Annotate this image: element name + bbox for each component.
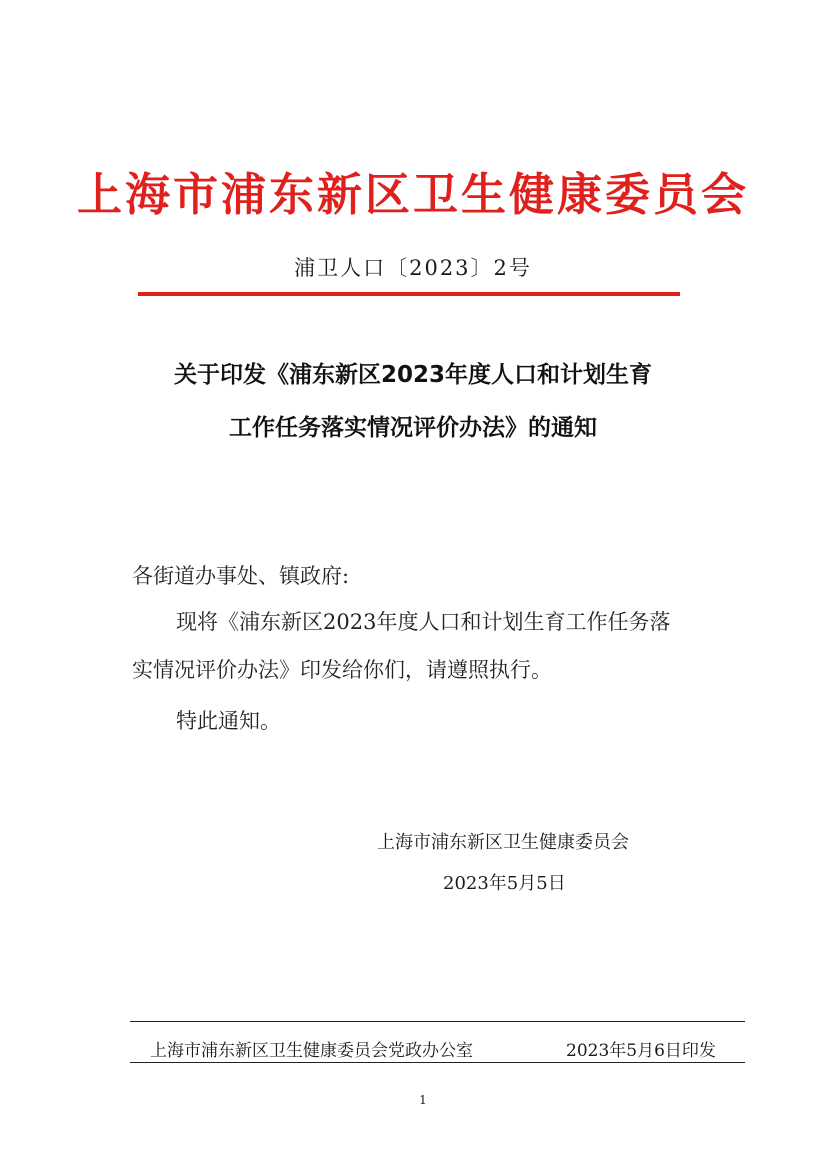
closing-phrase: 特此通知。: [176, 709, 281, 733]
page-number: 1: [419, 1093, 427, 1107]
addressee: 各街道办事处、镇政府:: [132, 564, 350, 588]
document-org-header: 上海市浦东新区卫生健康委员会: [76, 168, 749, 221]
document-title-line-2: 工作任务落实情况评价办法》的通知: [229, 415, 597, 441]
body-paragraph-line-2: 实情况评价办法》印发给你们，请遵照执行。: [132, 658, 552, 682]
footer-issuing-office: 上海市浦东新区卫生健康委员会党政办公室: [150, 1041, 473, 1061]
body-paragraph-line-1: 现将《浦东新区2023年度人口和计划生育工作任务落: [176, 610, 671, 634]
red-divider-line: [138, 292, 680, 296]
document-number: 浦卫人口〔2023〕2号: [294, 256, 532, 280]
signature-date: 2023年5月5日: [443, 873, 566, 894]
footer-top-rule: [130, 1021, 745, 1022]
document-title-line-1: 关于印发《浦东新区2023年度人口和计划生育: [173, 362, 652, 388]
footer-bottom-rule: [130, 1062, 745, 1063]
signature-org: 上海市浦东新区卫生健康委员会: [377, 832, 629, 853]
footer-print-date: 2023年5月6日印发: [566, 1041, 716, 1061]
